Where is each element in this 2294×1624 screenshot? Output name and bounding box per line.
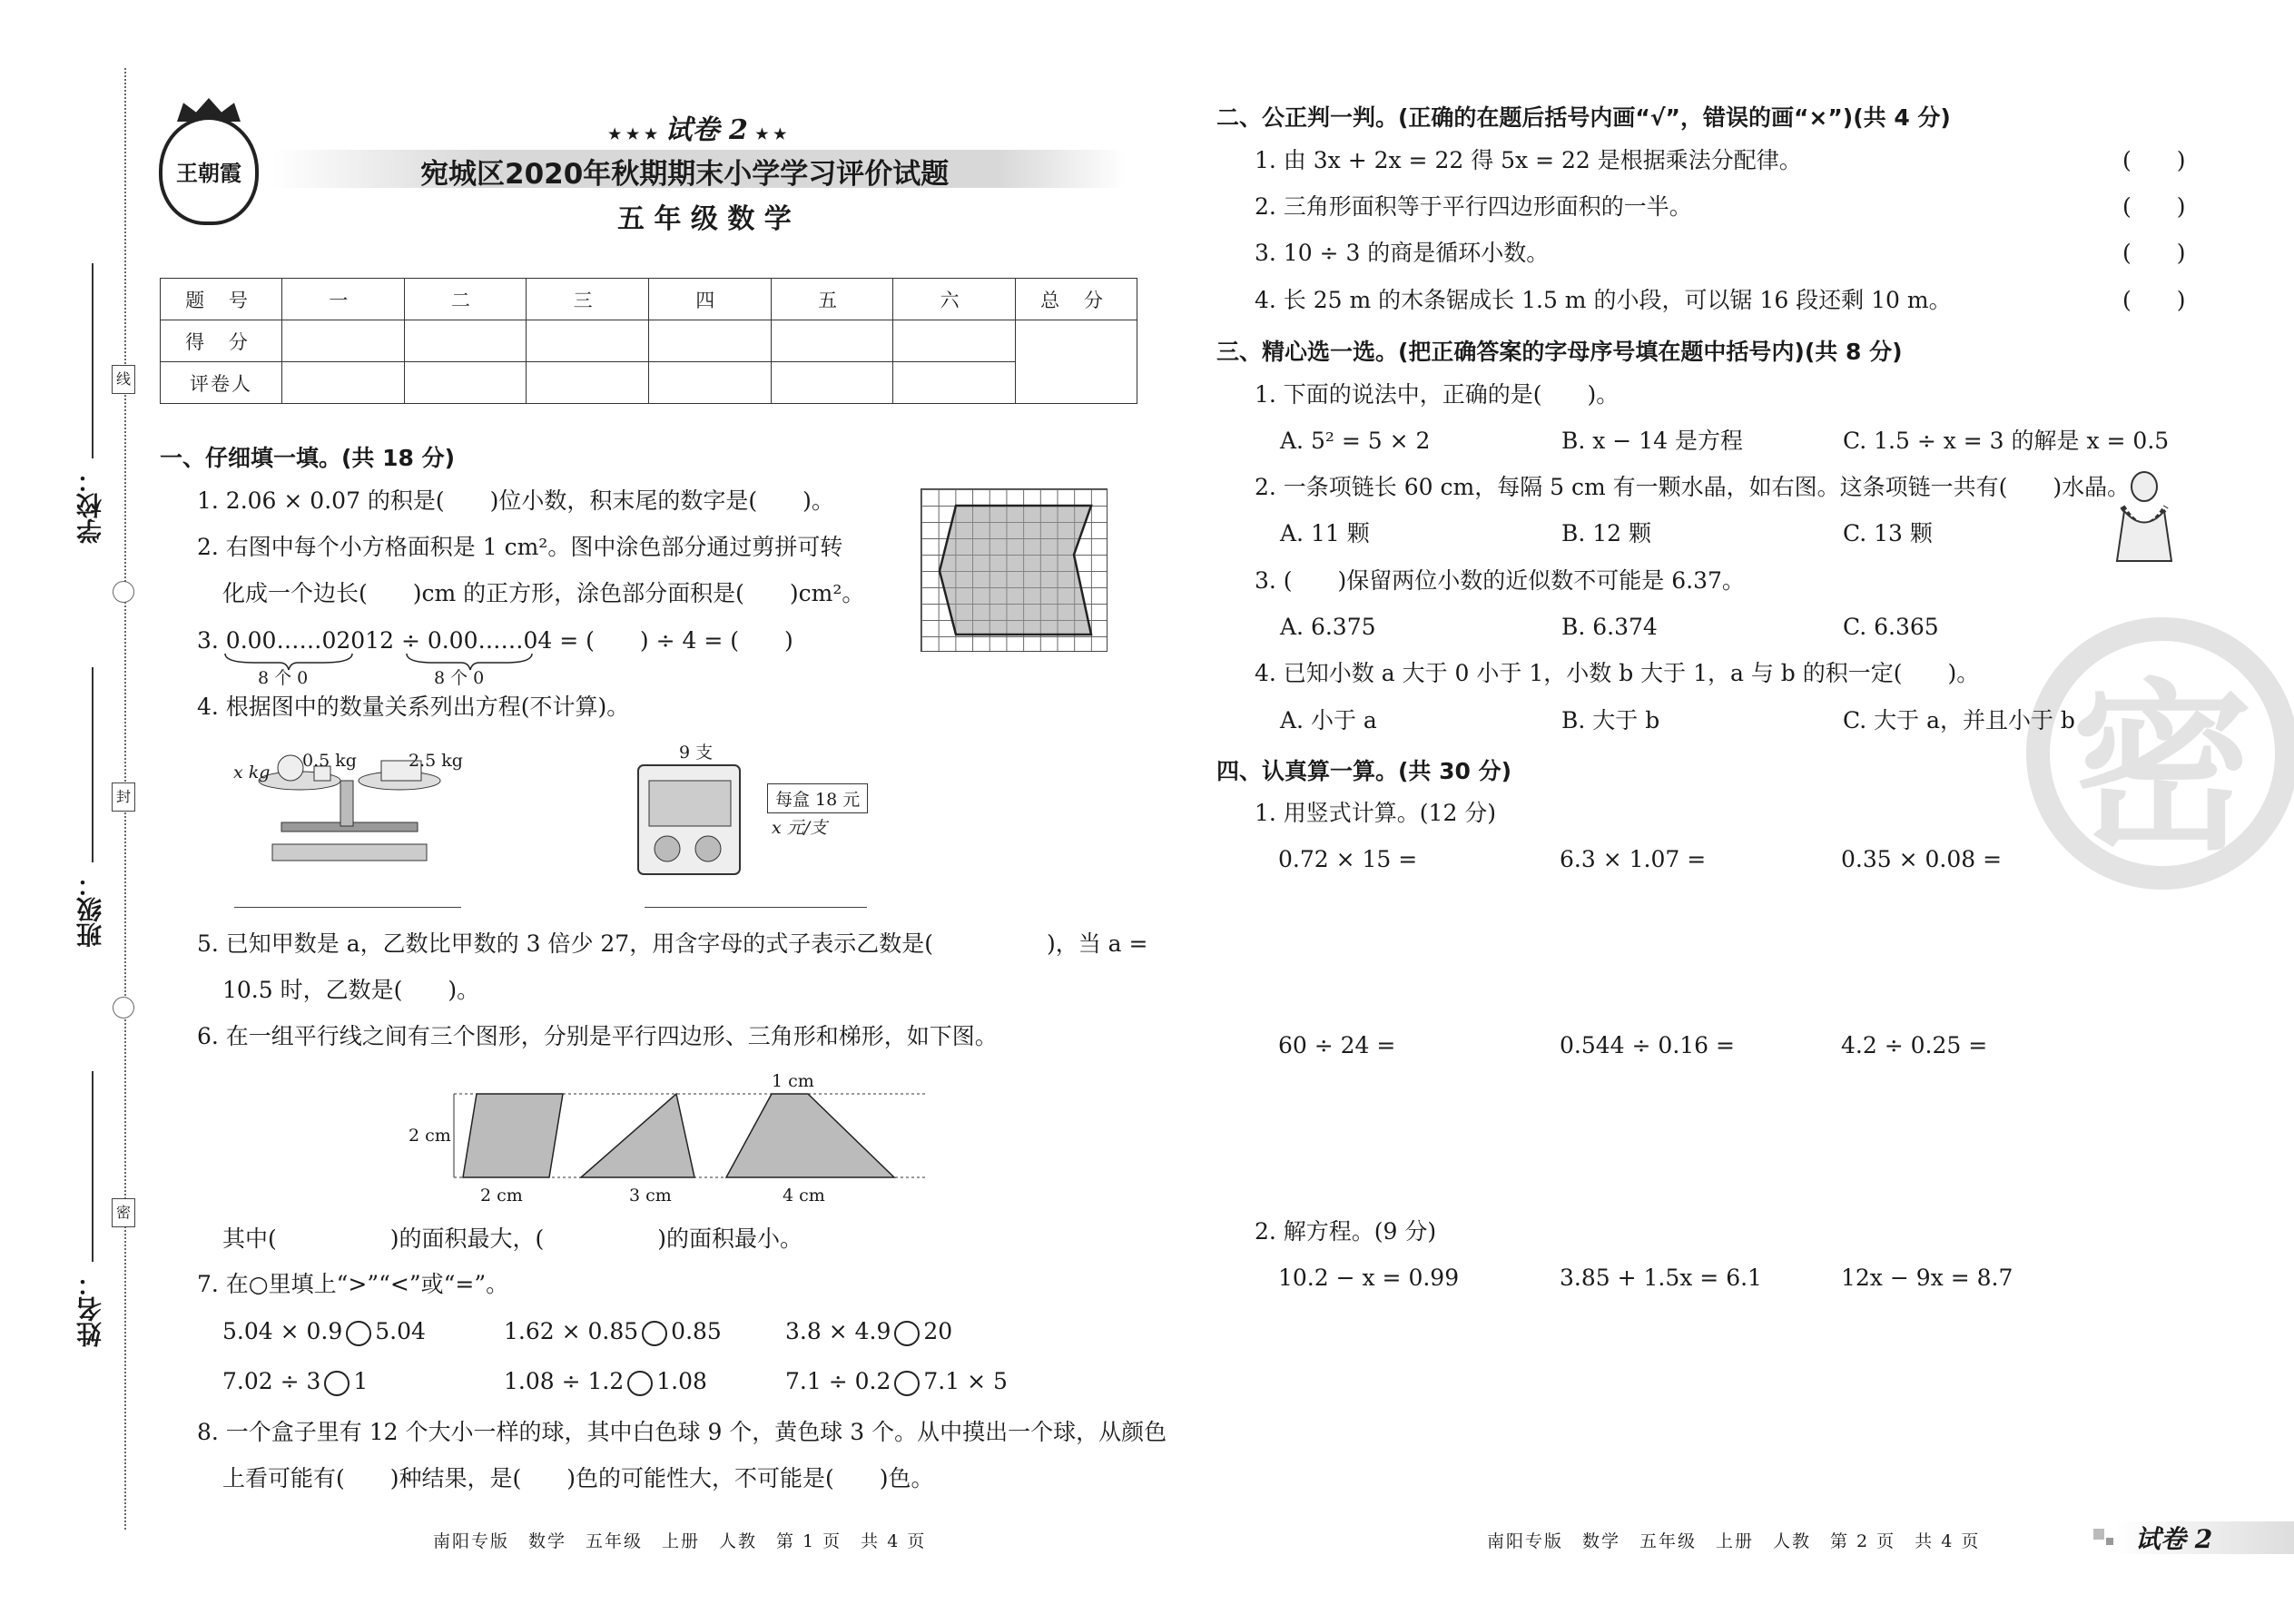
score-cell[interactable] bbox=[282, 320, 405, 362]
s1-question-4: 4. 根据图中的数量关系列出方程(不计算)。 bbox=[197, 694, 630, 720]
score-cell[interactable] bbox=[527, 320, 649, 362]
s3-option: B. 大于 b bbox=[1561, 707, 1660, 733]
s1-question-6: 6. 在一组平行线之间有三个图形，分别是平行四边形、三角形和梯形，如下图。 bbox=[197, 1023, 998, 1049]
calc-item: 0.35 × 0.08 = bbox=[1841, 846, 2003, 872]
grader-cell[interactable] bbox=[527, 362, 649, 404]
section4-title: 四、认真算一算。(共 30 分) bbox=[1216, 758, 1512, 784]
fig1-weight-b: 2.5 kg bbox=[409, 751, 463, 771]
equation-item: 3.85 + 1.5x = 6.1 bbox=[1560, 1265, 1762, 1291]
score-cell[interactable] bbox=[404, 320, 527, 362]
s1-question-6-answer: 其中( )的面积最大，( )的面积最小。 bbox=[222, 1225, 803, 1252]
name-label: 姓名： bbox=[75, 1271, 105, 1347]
score-cell[interactable] bbox=[893, 320, 1016, 362]
s3-option: B. 6.374 bbox=[1561, 614, 1658, 640]
calc-item: 60 ÷ 24 = bbox=[1278, 1032, 1396, 1058]
s1-question-5b: 10.5 时，乙数是( )。 bbox=[222, 977, 480, 1003]
binding-hole-icon bbox=[113, 997, 134, 1019]
s1-question-7: 7. 在○里填上“>”“<”或“=”。 bbox=[197, 1271, 509, 1297]
pencil-box-icon bbox=[635, 763, 744, 881]
compare-circle[interactable] bbox=[324, 1371, 350, 1396]
binding-label-seal: 封 bbox=[112, 782, 135, 812]
table-header: 六 bbox=[893, 279, 1016, 320]
q6-height-label: 2 cm bbox=[409, 1126, 451, 1146]
s3-option: C. 13 颗 bbox=[1843, 520, 1933, 546]
s3-option: A. 小于 a bbox=[1280, 707, 1377, 733]
brace-label: 8 个 0 bbox=[434, 668, 485, 688]
binding-hole-icon bbox=[113, 581, 134, 603]
section2-title: 二、公正判一判。(正确的在题后括号内画“√”，错误的画“×”)(共 4 分) bbox=[1216, 104, 1951, 131]
s3-option: C. 1.5 ÷ x = 3 的解是 x = 0.5 bbox=[1843, 428, 2170, 454]
table-header: 二 bbox=[404, 279, 527, 320]
table-header: 总 分 bbox=[1016, 279, 1137, 320]
judge-bracket[interactable]: ( ) bbox=[2122, 287, 2186, 313]
s2-item: 3. 10 ÷ 3 的商是循环小数。 bbox=[1255, 240, 1550, 266]
compare-circle[interactable] bbox=[894, 1371, 920, 1396]
calc-item: 6.3 × 1.07 = bbox=[1560, 846, 1707, 872]
s4-part1: 1. 用竖式计算。(12 分) bbox=[1255, 800, 1497, 826]
s3-question: 4. 已知小数 a 大于 0 小于 1，小数 b 大于 1，a 与 b 的积一定( )。 bbox=[1255, 660, 1980, 686]
s3-question: 3. ( )保留两位小数的近似数不可能是 6.37。 bbox=[1255, 567, 1745, 594]
total-score-cell[interactable] bbox=[1016, 320, 1137, 404]
table-header: 一 bbox=[282, 279, 405, 320]
footer-right: 南阳专版 数学 五年级 上册 人教 第 2 页 共 4 页 bbox=[1487, 1531, 1981, 1551]
judge-bracket[interactable]: ( ) bbox=[2122, 240, 2186, 266]
fig2-price-tag: 每盒 18 元 bbox=[767, 783, 868, 813]
grid-figure bbox=[921, 488, 1108, 652]
calc-item: 0.72 × 15 = bbox=[1278, 846, 1418, 872]
fig1-x-label: x kg bbox=[233, 763, 271, 782]
score-cell[interactable] bbox=[648, 320, 771, 362]
fig2-unit-label: x 元/支 bbox=[772, 818, 828, 838]
answer-line-fig1[interactable] bbox=[234, 907, 461, 908]
school-field[interactable] bbox=[92, 263, 94, 458]
shaded-shape bbox=[921, 489, 1108, 653]
s3-option: A. 5² = 5 × 2 bbox=[1280, 428, 1431, 454]
s1-question-1: 1. 2.06 × 0.07 的积是( )位小数，积末尾的数字是( )。 bbox=[197, 487, 834, 514]
school-label: 学校： bbox=[75, 468, 105, 544]
grader-cell[interactable] bbox=[893, 362, 1016, 404]
exam-tag: ★ ★ ★ 试卷 2 ★ ★ bbox=[608, 114, 787, 146]
grader-cell[interactable] bbox=[282, 362, 405, 404]
compare-circle[interactable] bbox=[642, 1321, 667, 1346]
s3-option: C. 大于 a，并且小于 b bbox=[1843, 707, 2075, 733]
judge-bracket[interactable]: ( ) bbox=[2122, 147, 2186, 173]
q6-base3-label: 4 cm bbox=[783, 1186, 825, 1206]
calc-item: 0.544 ÷ 0.16 = bbox=[1560, 1032, 1735, 1058]
s3-option: A. 6.375 bbox=[1280, 614, 1376, 640]
s2-item: 1. 由 3x + 2x = 22 得 5x = 22 是根据乘法分配律。 bbox=[1255, 147, 1802, 173]
exam-title: 宛城区2020年秋期期末小学学习评价试题 bbox=[420, 158, 950, 191]
q6-base2-label: 3 cm bbox=[629, 1186, 672, 1206]
name-field[interactable] bbox=[92, 1071, 94, 1262]
compare-item: 7.1 ÷ 0.2 7.1 × 5 bbox=[785, 1368, 1008, 1394]
table-row-label: 评卷人 bbox=[161, 362, 282, 404]
s3-option: A. 11 颗 bbox=[1280, 520, 1370, 546]
fig2-count-label: 9 支 bbox=[679, 743, 714, 763]
table-row-label: 得 分 bbox=[161, 320, 282, 362]
section1-title: 一、仔细填一填。(共 18 分) bbox=[160, 445, 456, 471]
section3-title: 三、精心选一选。(把正确答案的字母序号填在题中括号内)(共 8 分) bbox=[1216, 339, 1903, 365]
s1-question-3: 3. 0.00……02012 ÷ 0.00……04 = ( ) ÷ 4 = ( ) bbox=[197, 627, 793, 654]
footer-square-icon bbox=[2093, 1529, 2104, 1540]
answer-line-fig2[interactable] bbox=[645, 907, 867, 908]
compare-item: 7.02 ÷ 3 1 bbox=[222, 1368, 369, 1394]
s3-question: 1. 下面的说法中，正确的是( )。 bbox=[1255, 381, 1620, 408]
class-label: 班级： bbox=[75, 871, 105, 948]
s3-option: B. 12 颗 bbox=[1561, 520, 1652, 546]
footer-exam-tag: 试卷 2 bbox=[2135, 1524, 2213, 1554]
table-header: 五 bbox=[771, 279, 893, 320]
compare-item: 3.8 × 4.9 20 bbox=[785, 1318, 953, 1344]
s1-question-8a: 8. 一个盒子里有 12 个大小一样的球，其中白色球 9 个，黄色球 3 个。从中摸出一个球，从颜色 bbox=[197, 1419, 1167, 1445]
s1-question-8b: 上看可能有( )种结果，是( )色的可能性大，不可能是( )色。 bbox=[222, 1465, 934, 1491]
q6-top-label: 1 cm bbox=[772, 1071, 814, 1091]
compare-circle[interactable] bbox=[627, 1371, 653, 1396]
judge-bracket[interactable]: ( ) bbox=[2122, 193, 2186, 220]
compare-circle[interactable] bbox=[346, 1321, 371, 1346]
s2-item: 2. 三角形面积等于平行四边形面积的一半。 bbox=[1255, 193, 1692, 220]
brand-logo: 王朝霞 bbox=[159, 116, 259, 225]
equation-item: 12x − 9x = 8.7 bbox=[1841, 1265, 2013, 1291]
exam-subtitle: 五 年 级 数 学 bbox=[617, 203, 792, 235]
table-header: 题 号 bbox=[161, 279, 282, 320]
s4-part2: 2. 解方程。(9 分) bbox=[1255, 1218, 1437, 1245]
grader-cell[interactable] bbox=[648, 362, 771, 404]
fig1-weight-a: 0.5 kg bbox=[302, 751, 357, 771]
class-field[interactable] bbox=[92, 667, 94, 862]
compare-item: 1.08 ÷ 1.2 1.08 bbox=[504, 1368, 707, 1394]
s2-item: 4. 长 25 m 的木条锯成长 1.5 m 的小段，可以锯 16 段还剩 10 m。 bbox=[1255, 287, 1952, 313]
s1-question-2b: 化成一个边长( )cm 的正方形，涂色部分面积是( )cm²。 bbox=[222, 580, 865, 606]
q6-base1-label: 2 cm bbox=[480, 1186, 523, 1206]
s3-option: C. 6.365 bbox=[1843, 614, 1939, 640]
necklace-icon bbox=[2104, 470, 2184, 570]
compare-item: 5.04 × 0.9 5.04 bbox=[222, 1318, 426, 1344]
s3-option: B. x − 14 是方程 bbox=[1561, 428, 1743, 454]
s3-question: 2. 一条项链长 60 cm，每隔 5 cm 有一颗水晶，如右图。这条项链一共有( )水晶。 bbox=[1255, 474, 2131, 500]
calc-item: 4.2 ÷ 0.25 = bbox=[1841, 1032, 1988, 1058]
binding-label-secret: 密 bbox=[112, 1198, 135, 1227]
compare-circle[interactable] bbox=[894, 1321, 920, 1346]
score-table bbox=[160, 278, 1137, 404]
grader-cell[interactable] bbox=[404, 362, 527, 404]
compare-item: 1.62 × 0.85 0.85 bbox=[504, 1318, 722, 1344]
brace-label: 8 个 0 bbox=[258, 668, 309, 688]
score-cell[interactable] bbox=[771, 320, 893, 362]
parallel-shapes-figure bbox=[399, 1071, 944, 1180]
s1-question-5a: 5. 已知甲数是 a，乙数比甲数的 3 倍少 27，用含字母的式子表示乙数是( )，当 a = bbox=[197, 930, 1148, 957]
table-header: 四 bbox=[648, 279, 771, 320]
s1-question-2a: 2. 右图中每个小方格面积是 1 cm²。图中涂色部分通过剪拼可转 bbox=[197, 534, 843, 560]
grader-cell[interactable] bbox=[771, 362, 893, 404]
footer-square-icon bbox=[2106, 1538, 2113, 1545]
equation-item: 10.2 − x = 0.99 bbox=[1278, 1265, 1460, 1291]
binding-label-line: 线 bbox=[112, 365, 135, 394]
footer-left: 南阳专版 数学 五年级 上册 人教 第 1 页 共 4 页 bbox=[433, 1531, 927, 1551]
table-header: 三 bbox=[527, 279, 649, 320]
secret-seal-watermark: 密 bbox=[2026, 617, 2294, 890]
